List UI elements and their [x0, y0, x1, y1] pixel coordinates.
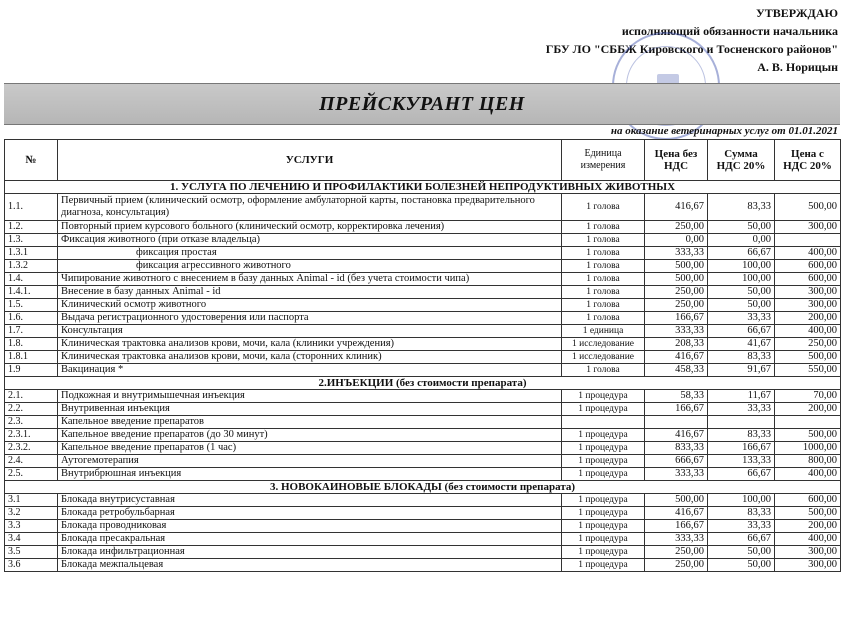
service-name: Клинический осмотр животного — [58, 299, 562, 312]
price-with-vat: 300,00 — [775, 546, 841, 559]
price-with-vat: 500,00 — [775, 194, 841, 221]
vat-amount: 66,67 — [708, 325, 775, 338]
price-without-vat: 333,33 — [645, 468, 708, 481]
row-number: 3.1 — [5, 494, 58, 507]
vat-amount: 133,33 — [708, 455, 775, 468]
unit-cell: 1 процедура — [562, 468, 645, 481]
title-banner — [4, 83, 840, 125]
price-without-vat: 666,67 — [645, 455, 708, 468]
service-name: Внутрибрюшная инъекция — [58, 468, 562, 481]
section-title: 2.ИНЪЕКЦИИ (без стоимости препарата) — [5, 377, 841, 390]
price-without-vat: 166,67 — [645, 520, 708, 533]
vat-amount: 83,33 — [708, 429, 775, 442]
row-number: 2.1. — [5, 390, 58, 403]
service-name: Капельное введение препаратов — [58, 416, 562, 429]
row-number: 1.8.1 — [5, 351, 58, 364]
approval-organization: ГБУ ЛО "СББЖ Кировского и Тосненского районов" — [545, 42, 838, 56]
unit-cell: 1 процедура — [562, 520, 645, 533]
row-number: 1.5. — [5, 299, 58, 312]
price-with-vat: 250,00 — [775, 338, 841, 351]
table-row — [5, 325, 841, 338]
price-without-vat: 58,33 — [645, 390, 708, 403]
price-without-vat: 333,33 — [645, 247, 708, 260]
price-without-vat: 166,67 — [645, 403, 708, 416]
service-name: Выдача регистрационного удостоверения или паспорта — [58, 312, 562, 325]
price-without-vat: 416,67 — [645, 194, 708, 221]
column-header-price-with-vat: Цена с НДС 20% — [775, 140, 841, 181]
table-row — [5, 416, 841, 429]
vat-amount: 33,33 — [708, 403, 775, 416]
price-without-vat: 500,00 — [645, 494, 708, 507]
column-header-vat: Сумма НДС 20% — [708, 140, 775, 181]
page-subtitle: на оказание ветеринарных услуг от 01.01.2021 — [610, 125, 838, 137]
unit-cell: 1 процедура — [562, 403, 645, 416]
price-with-vat: 600,00 — [775, 494, 841, 507]
row-number: 1.7. — [5, 325, 58, 338]
vat-amount: 100,00 — [708, 273, 775, 286]
table-row — [5, 286, 841, 299]
service-name: Блокада межпальцевая — [58, 559, 562, 572]
row-number: 1.2. — [5, 221, 58, 234]
vat-amount: 66,67 — [708, 533, 775, 546]
service-name: Подкожная и внутримышечная инъекция — [58, 390, 562, 403]
service-name: Блокада ретробульбарная — [58, 507, 562, 520]
service-name: Блокада пресакральная — [58, 533, 562, 546]
row-number: 2.4. — [5, 455, 58, 468]
price-with-vat: 400,00 — [775, 533, 841, 546]
service-name: Чипирование животного с внесением в базу данных Animal - id (без учета стоимости чипа) — [58, 273, 562, 286]
price-with-vat: 400,00 — [775, 468, 841, 481]
table-row — [5, 559, 841, 572]
price-with-vat: 550,00 — [775, 364, 841, 377]
table-row — [5, 234, 841, 247]
vat-amount: 50,00 — [708, 221, 775, 234]
price-without-vat: 250,00 — [645, 286, 708, 299]
row-number: 1.1. — [5, 194, 58, 221]
service-name: фиксация простая — [58, 247, 562, 260]
vat-amount: 11,67 — [708, 390, 775, 403]
service-name: Аутогемотерапия — [58, 455, 562, 468]
table-row — [5, 221, 841, 234]
vat-amount: 50,00 — [708, 299, 775, 312]
unit-cell: 1 голова — [562, 221, 645, 234]
row-number: 2.3. — [5, 416, 58, 429]
table-body — [5, 181, 841, 572]
row-number: 3.2 — [5, 507, 58, 520]
table-row — [5, 507, 841, 520]
unit-cell: 1 процедура — [562, 546, 645, 559]
price-with-vat: 70,00 — [775, 390, 841, 403]
row-number: 1.6. — [5, 312, 58, 325]
service-name: Клиническая трактовка анализов крови, мочи, кала (клиники учреждения) — [58, 338, 562, 351]
table-row — [5, 364, 841, 377]
table-row — [5, 455, 841, 468]
price-without-vat: 416,67 — [645, 429, 708, 442]
unit-cell — [562, 416, 645, 429]
unit-cell: 1 процедура — [562, 533, 645, 546]
vat-amount: 83,33 — [708, 507, 775, 520]
service-name: Блокада внутрисуставная — [58, 494, 562, 507]
price-with-vat: 200,00 — [775, 520, 841, 533]
price-with-vat: 200,00 — [775, 312, 841, 325]
row-number: 1.3.1 — [5, 247, 58, 260]
price-without-vat: 250,00 — [645, 559, 708, 572]
service-name: Блокада проводниковая — [58, 520, 562, 533]
row-number: 1.4.1. — [5, 286, 58, 299]
unit-cell: 1 исследование — [562, 338, 645, 351]
unit-cell: 1 процедура — [562, 494, 645, 507]
price-without-vat: 500,00 — [645, 260, 708, 273]
vat-amount: 66,67 — [708, 468, 775, 481]
price-with-vat: 600,00 — [775, 260, 841, 273]
price-without-vat: 250,00 — [645, 221, 708, 234]
price-table — [4, 139, 841, 572]
section-title: 1. УСЛУГА ПО ЛЕЧЕНИЮ И ПРОФИЛАКТИКИ БОЛЕЗНЕЙ НЕПРОДУКТИВНЫХ ЖИВОТНЫХ — [5, 181, 841, 194]
column-header-price-no-vat: Цена без НДС — [645, 140, 708, 181]
service-name: Клиническая трактовка анализов крови, мочи, кала (сторонних клиник) — [58, 351, 562, 364]
price-without-vat: 333,33 — [645, 325, 708, 338]
vat-amount: 50,00 — [708, 559, 775, 572]
price-with-vat: 500,00 — [775, 429, 841, 442]
table-row — [5, 312, 841, 325]
unit-cell: 1 голова — [562, 312, 645, 325]
service-name: Капельное введение препаратов (1 час) — [58, 442, 562, 455]
unit-cell: 1 голова — [562, 299, 645, 312]
unit-cell: 1 голова — [562, 260, 645, 273]
table-row — [5, 194, 841, 221]
vat-amount: 100,00 — [708, 260, 775, 273]
unit-cell: 1 процедура — [562, 429, 645, 442]
vat-amount: 91,67 — [708, 364, 775, 377]
row-number: 3.6 — [5, 559, 58, 572]
price-without-vat: 208,33 — [645, 338, 708, 351]
column-header-service: УСЛУГИ — [58, 140, 562, 181]
price-with-vat: 500,00 — [775, 351, 841, 364]
table-row — [5, 429, 841, 442]
section-header-row — [5, 181, 841, 194]
unit-cell: 1 голова — [562, 247, 645, 260]
price-without-vat: 250,00 — [645, 546, 708, 559]
unit-cell: 1 голова — [562, 286, 645, 299]
unit-cell: 1 процедура — [562, 442, 645, 455]
unit-cell: 1 исследование — [562, 351, 645, 364]
service-name: Блокада инфильтрационная — [58, 546, 562, 559]
approval-position: исполняющий обязанности начальника — [621, 24, 838, 38]
price-without-vat: 458,33 — [645, 364, 708, 377]
unit-cell: 1 единица — [562, 325, 645, 338]
approval-heading: УТВЕРЖДАЮ — [755, 6, 838, 20]
vat-amount: 33,33 — [708, 312, 775, 325]
table-row — [5, 247, 841, 260]
vat-amount: 50,00 — [708, 546, 775, 559]
table-row — [5, 442, 841, 455]
price-with-vat — [775, 234, 841, 247]
price-with-vat: 300,00 — [775, 299, 841, 312]
vat-amount: 0,00 — [708, 234, 775, 247]
row-number: 3.5 — [5, 546, 58, 559]
vat-amount: 100,00 — [708, 494, 775, 507]
unit-cell: 1 голова — [562, 194, 645, 221]
row-number: 2.5. — [5, 468, 58, 481]
price-with-vat: 600,00 — [775, 273, 841, 286]
table-row — [5, 351, 841, 364]
table-row — [5, 546, 841, 559]
vat-amount: 41,67 — [708, 338, 775, 351]
row-number: 1.3. — [5, 234, 58, 247]
section-header-row — [5, 377, 841, 390]
unit-cell: 1 процедура — [562, 507, 645, 520]
price-with-vat: 400,00 — [775, 247, 841, 260]
price-without-vat — [645, 416, 708, 429]
unit-cell: 1 голова — [562, 234, 645, 247]
price-without-vat: 0,00 — [645, 234, 708, 247]
price-without-vat: 500,00 — [645, 273, 708, 286]
vat-amount: 166,67 — [708, 442, 775, 455]
service-name: Первичный прием (клинический осмотр, оформление амбулаторной карты, постановка предварительного диагноза, консультация) — [58, 194, 562, 221]
service-name: Повторный прием курсового больного (клинический осмотр, корректировка лечения) — [58, 221, 562, 234]
service-name: Фиксация животного (при отказе владельца) — [58, 234, 562, 247]
price-without-vat: 166,67 — [645, 312, 708, 325]
row-number: 3.3 — [5, 520, 58, 533]
price-with-vat: 200,00 — [775, 403, 841, 416]
table-row — [5, 403, 841, 416]
price-with-vat: 1000,00 — [775, 442, 841, 455]
table-header-row — [5, 140, 841, 181]
price-without-vat: 416,67 — [645, 351, 708, 364]
unit-cell: 1 процедура — [562, 455, 645, 468]
page-title: ПРЕЙСКУРАНТ ЦЕН — [319, 93, 525, 115]
table-row — [5, 299, 841, 312]
column-header-no: № — [5, 140, 58, 181]
row-number: 1.4. — [5, 273, 58, 286]
section-header-row — [5, 481, 841, 494]
row-number: 1.9 — [5, 364, 58, 377]
price-with-vat: 500,00 — [775, 507, 841, 520]
table-row — [5, 273, 841, 286]
unit-cell: 1 процедура — [562, 559, 645, 572]
unit-cell: 1 процедура — [562, 390, 645, 403]
price-without-vat: 250,00 — [645, 299, 708, 312]
table-row — [5, 494, 841, 507]
price-without-vat: 333,33 — [645, 533, 708, 546]
vat-amount: 66,67 — [708, 247, 775, 260]
section-title: 3. НОВОКАИНОВЫЕ БЛОКАДЫ (без стоимости препарата) — [5, 481, 841, 494]
row-number: 3.4 — [5, 533, 58, 546]
vat-amount: 83,33 — [708, 194, 775, 221]
vat-amount — [708, 416, 775, 429]
service-name: Внутривенная инъекция — [58, 403, 562, 416]
price-without-vat: 416,67 — [645, 507, 708, 520]
row-number: 2.3.2. — [5, 442, 58, 455]
unit-cell: 1 голова — [562, 273, 645, 286]
row-number: 2.3.1. — [5, 429, 58, 442]
table-row — [5, 520, 841, 533]
service-name: Вакцинация * — [58, 364, 562, 377]
vat-amount: 50,00 — [708, 286, 775, 299]
row-number: 2.2. — [5, 403, 58, 416]
price-with-vat: 400,00 — [775, 325, 841, 338]
approval-signatory: А. В. Норицын — [757, 60, 838, 74]
price-with-vat: 300,00 — [775, 221, 841, 234]
service-name: Консультация — [58, 325, 562, 338]
table-row — [5, 533, 841, 546]
vat-amount: 83,33 — [708, 351, 775, 364]
table-row — [5, 260, 841, 273]
column-header-unit: Единица измерения — [562, 140, 645, 181]
row-number: 1.3.2 — [5, 260, 58, 273]
table-row — [5, 390, 841, 403]
service-name: Капельное введение препаратов (до 30 минут) — [58, 429, 562, 442]
price-with-vat: 300,00 — [775, 286, 841, 299]
vat-amount: 33,33 — [708, 520, 775, 533]
price-without-vat: 833,33 — [645, 442, 708, 455]
unit-cell: 1 голова — [562, 364, 645, 377]
service-name: фиксация агрессивного животного — [58, 260, 562, 273]
price-with-vat: 800,00 — [775, 455, 841, 468]
price-with-vat: 300,00 — [775, 559, 841, 572]
row-number: 1.8. — [5, 338, 58, 351]
service-name: Внесение в базу данных Animal - id — [58, 286, 562, 299]
table-row — [5, 468, 841, 481]
table-row — [5, 338, 841, 351]
price-with-vat — [775, 416, 841, 429]
